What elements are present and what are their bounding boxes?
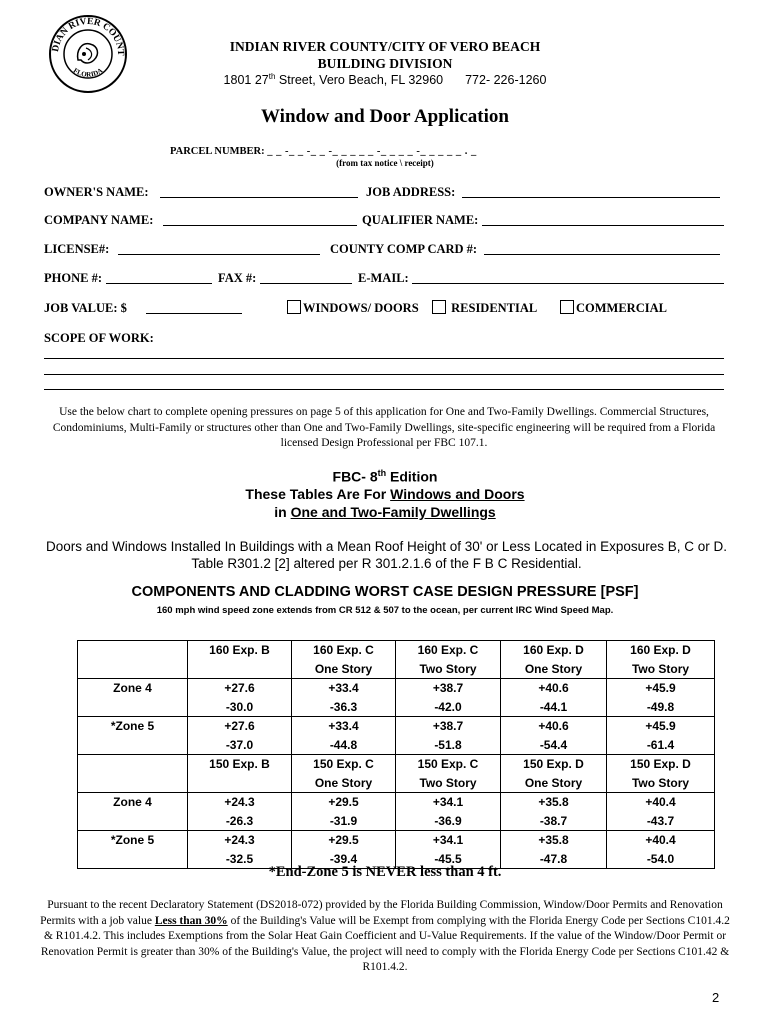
table-row (78, 793, 715, 831)
table-header-160 (78, 641, 715, 679)
table-cell: +33.4 -36.3 (292, 679, 396, 717)
table-header-cell: 160 Exp. C Two Story (396, 641, 501, 679)
owner-name-label: OWNER'S NAME: (44, 185, 149, 199)
table-cell: +33.4 -44.8 (292, 717, 396, 755)
residential-checkbox[interactable] (432, 300, 446, 314)
phone-number: 772- 226-1260 (465, 73, 547, 88)
declaratory-statement: Pursuant to the recent Declaratory Statement (DS2018-072) provided by the Florida Building Commission, Window/Door Permits and Renovation Permits with a job value Less than 30% of the Building's Value will be Exempt from complying with the Florida Energy Code per Sections C101.4.2 & R101.4.2. This includes Exemptions from the Solar Heat Gain Coefficient and U-Value Requirements. If the value of the Window/Door Permit or Renovation Permit is greater than 30% of the Building's Value, the project will need to comply with the Florida Energy Code per Sections C101.42 & R101.4.2. (40, 899, 730, 973)
table-row (78, 679, 715, 717)
zone-label: *Zone 5 (78, 831, 188, 869)
fbc-edition: FBC- 8th Edition (332, 468, 438, 485)
fbc-dwellings: in One and Two-Family Dwellings (274, 504, 496, 520)
table-cell: +45.9 -61.4 (607, 717, 715, 755)
table-cell: +35.8 -38.7 (501, 793, 607, 831)
table-cell: +34.1 -36.9 (396, 793, 501, 831)
wind-speed-note: 160 mph wind speed zone extends from CR 512 & 507 to the ocean, per current IRC Wind Speed Map. (156, 605, 614, 616)
table-header-cell: 160 Exp. D Two Story (607, 641, 715, 679)
table-header-cell: 150 Exp. D One Story (501, 755, 607, 793)
org-line: INDIAN RIVER COUNTY/CITY OF VERO BEACH (229, 39, 541, 54)
table-cell: +40.4 -43.7 (607, 793, 715, 831)
scope-line-2[interactable] (44, 374, 724, 375)
table-cell: +24.3 -32.5 (188, 831, 292, 869)
table-cell (78, 755, 188, 793)
table-cell: +40.4 -54.0 (607, 831, 715, 869)
county-comp-card-field[interactable] (484, 254, 720, 255)
commercial-option[interactable]: COMMERCIAL (560, 300, 667, 316)
table-cell: +27.6 -37.0 (188, 717, 292, 755)
table-header-cell: 150 Exp. C One Story (292, 755, 396, 793)
division-name: BUILDING DIVISION (317, 56, 453, 71)
qualifier-name-field[interactable] (482, 225, 724, 226)
seal-top-text: DIAN RIVER COUNT (50, 16, 126, 57)
email-label: E-MAIL: (358, 271, 409, 285)
scope-of-work-label: SCOPE OF WORK: (44, 331, 154, 345)
email-field[interactable] (412, 283, 724, 284)
address-line: 1801 27th Street, Vero Beach, FL 32960 772- 226-1260 (223, 72, 547, 88)
table-header-cell: 150 Exp. D Two Story (607, 755, 715, 793)
table-cell (78, 641, 188, 679)
table-header-cell: 150 Exp. B (188, 755, 292, 793)
fbc-windows-doors: These Tables Are For Windows and Doors (245, 486, 525, 502)
license-field[interactable] (118, 254, 320, 255)
owner-name-field[interactable] (160, 197, 358, 198)
company-name-field[interactable] (163, 225, 357, 226)
zone-label: *Zone 5 (78, 717, 188, 755)
table-cell: +35.8 -47.8 (501, 831, 607, 869)
table-cell: +24.3 -26.3 (188, 793, 292, 831)
doors-windows-text: Doors and Windows Installed In Buildings with a Mean Roof Height of 30' or Less Located in Exposures B, C or D. Table R301.2 [2] altered per R 301.2.1.6 of the F B C Residential. (46, 539, 727, 571)
parcel-blanks: _ _ -_ _ -_ _ -_ _ _ _ _ -_ _ _ _ -_ _ _ _ _ . _ (267, 146, 477, 157)
table-cell: +29.5 -31.9 (292, 793, 396, 831)
scope-line-1[interactable] (44, 358, 724, 359)
parcel-note: (from tax notice \ receipt) (336, 158, 434, 168)
parcel-number: PARCEL NUMBER: _ _ -_ _ -_ _ -_ _ _ _ _ -_ _ _ _ -_ _ _ _ _ . _ (170, 146, 477, 157)
end-zone-note: *End-Zone 5 is NEVER less than 4 ft. (268, 864, 502, 880)
county-seal (48, 14, 128, 94)
qualifier-name-label: QUALIFIER NAME: (362, 213, 479, 227)
phone-label: PHONE #: (44, 271, 102, 285)
phone-field[interactable] (106, 283, 212, 284)
page-title: Window and Door Application (261, 106, 509, 127)
pressure-table (77, 640, 715, 869)
table-cell: +34.1 -45.5 (396, 831, 501, 869)
job-value-label: JOB VALUE: $ (44, 301, 127, 315)
fax-field[interactable] (260, 283, 352, 284)
job-value-field[interactable] (146, 313, 242, 314)
table-header-cell: 160 Exp. C One Story (292, 641, 396, 679)
table-cell: +40.6 -44.1 (501, 679, 607, 717)
table-cell: +27.6 -30.0 (188, 679, 292, 717)
table-row (78, 717, 715, 755)
table-header-cell: 160 Exp. D One Story (501, 641, 607, 679)
company-name-label: COMPANY NAME: (44, 213, 154, 227)
table-header-cell: 160 Exp. B (188, 641, 292, 679)
job-address-field[interactable] (462, 197, 720, 198)
table-header-150 (78, 755, 715, 793)
svg-text:INDIAN RIVER COUNTY (48, 14, 125, 57)
table-cell: +29.5 -39.4 (292, 831, 396, 869)
components-title: COMPONENTS AND CLADDING WORST CASE DESIGN PRESSURE [PSF] (131, 584, 639, 600)
seal-bottom-text: FLORIDA (71, 66, 105, 79)
table-cell: +45.9 -49.8 (607, 679, 715, 717)
table-cell: +38.7 -51.8 (396, 717, 501, 755)
chart-instructions: Use the below chart to complete opening pressures on page 5 of this application for One and Two-Family Dwellings. Commercial Structures, Condominiums, Multi-Family or structures other than One and Two-Family Dwellings, site-specific engineering will be required from a Florida licensed Design Professional per FBC 107.1. (52, 406, 716, 449)
table-row (78, 831, 715, 869)
table-cell: +40.6 -54.4 (501, 717, 607, 755)
county-comp-card-label: COUNTY COMP CARD #: (330, 242, 478, 256)
windows-doors-option[interactable]: WINDOWS/ DOORS (287, 300, 419, 316)
zone-label: Zone 4 (78, 793, 188, 831)
scope-line-3[interactable] (44, 389, 724, 390)
license-label: LICENSE#: (44, 242, 110, 256)
job-address-label: JOB ADDRESS: (366, 185, 456, 199)
fax-label: FAX #: (218, 271, 257, 285)
windows-doors-checkbox[interactable] (287, 300, 301, 314)
commercial-checkbox[interactable] (560, 300, 574, 314)
svg-text:FLORIDA (72, 67, 104, 79)
table-header-cell: 150 Exp. C Two Story (396, 755, 501, 793)
page-number: 2 (712, 990, 720, 1005)
zone-label: Zone 4 (78, 679, 188, 717)
residential-option[interactable]: RESIDENTIAL (432, 300, 537, 316)
table-cell: +38.7 -42.0 (396, 679, 501, 717)
